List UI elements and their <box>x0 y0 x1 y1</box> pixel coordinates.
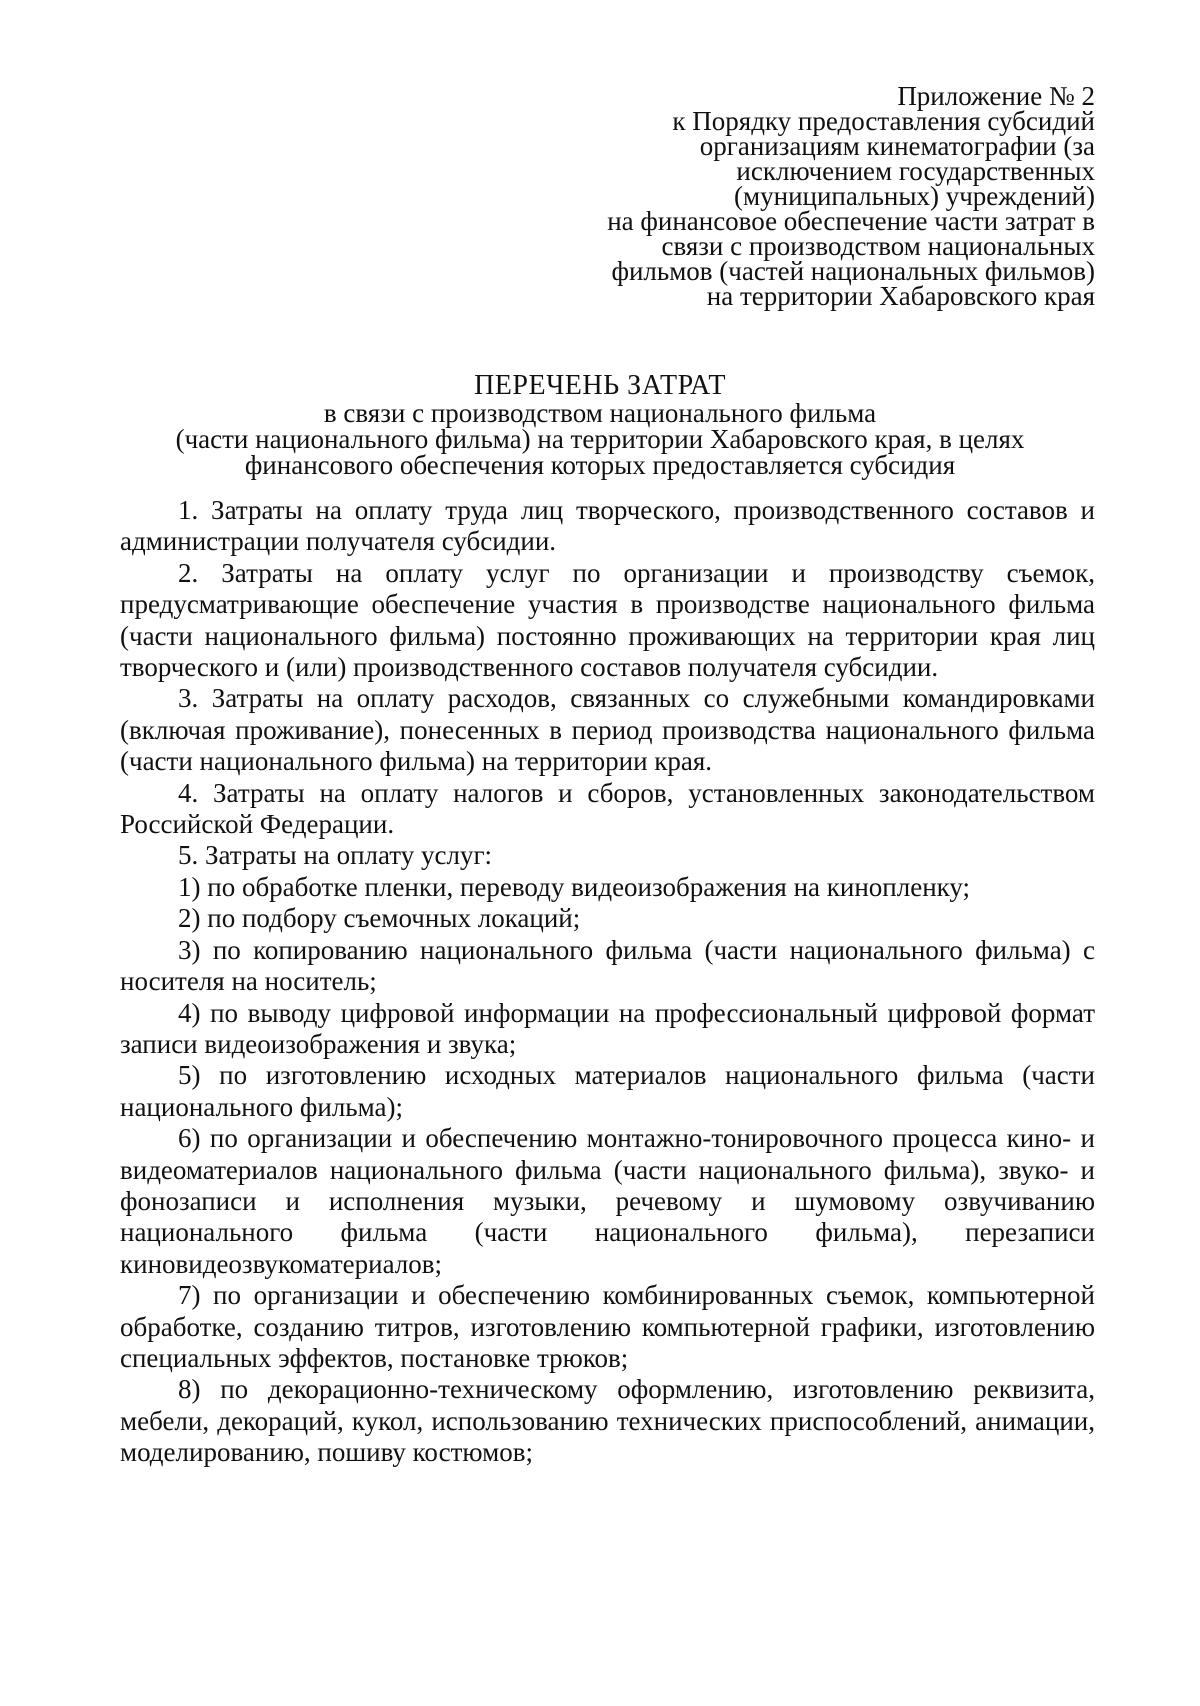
annex-line: фильмов (частей национальных фильмов) <box>611 256 1095 286</box>
subitem-8: 8) по декорационно-техническому оформлению, изготовлению реквизита, мебели, декораций, кукол, использованию технических приспособлений, анимации, моделированию, пошиву костюмов; <box>120 1374 1095 1468</box>
annex-line: (муниципальных) учреждений) <box>734 181 1095 211</box>
subitem-3: 3) по копированию национального фильма (части национального фильма) с носителя на носитель; <box>120 934 1095 997</box>
document-title <box>120 372 1080 478</box>
subitem-7: 7) по организации и обеспечению комбинированных съемок, компьютерной обработке, созданию титров, изготовлению компьютерной графики, изготовлению специальных эффектов, постановке трюков; <box>120 1280 1095 1373</box>
subitem-6: 6) по организации и обеспечению монтажно-тонировочного процесса кино- и видеоматериалов национального фильма (части национального фильма), звуко- и фонозаписи и исполнения музыки, речевому и шумовому озвучиванию национального фильма (части национального фильма), перезаписи киновидеозвукоматериалов; <box>120 1123 1095 1279</box>
title-subtitle-line: в связи с производством национального фильма <box>323 398 877 428</box>
annex-line: на финансовое обеспечение части затрат в <box>607 206 1095 236</box>
subitem-5: 5) по изготовлению исходных материалов национального фильма (части национального фильма); <box>120 1060 1095 1122</box>
title-heading: ПЕРЕЧЕНЬ ЗАТРАТ <box>474 370 726 401</box>
annex-line: организациям кинематографии (за <box>699 131 1095 161</box>
document-body <box>120 495 1095 1469</box>
paragraph-item-1: 1. Затраты на оплату труда лиц творческого, производственного составов и администрации получателя субсидии. <box>120 495 1095 557</box>
subitem-2: 2) по подбору съемочных локаций; <box>178 903 581 934</box>
title-subtitle-line: (части национального фильма) на территории Хабаровского края, в целях <box>175 424 1025 454</box>
paragraph-item-2: 2. Затраты на оплату услуг по организации и производству съемок, предусматривающие обеспечение участия в производстве национального фильма (части национального фильма) постоянно проживающих на территории края лиц творческого и (или) производственного составов получателя субсидии. <box>120 557 1095 683</box>
subitem-1: 1) по обработке пленки, переводу видеоизображения на кинопленку; <box>178 871 971 902</box>
annex-line: к Порядку предоставления субсидий <box>672 106 1095 136</box>
annex-line: исключением государственных <box>736 156 1095 186</box>
paragraph-item-5: 5. Затраты на оплату услуг: <box>178 840 493 871</box>
paragraph-item-4: 4. Затраты на оплату налогов и сборов, установленных законодательством Российской Федерации. <box>120 777 1095 840</box>
annex-line: связи с производством национальных <box>661 231 1095 261</box>
annex-line: на территории Хабаровского края <box>706 281 1095 311</box>
title-subtitle-line: финансового обеспечения которых предоставляется субсидия <box>244 450 956 480</box>
annex-line: Приложение № 2 <box>897 81 1095 111</box>
subitem-4: 4) по выводу цифровой информации на профессиональный цифровой формат записи видеоизображения и звука; <box>120 997 1095 1059</box>
paragraph-item-3: 3. Затраты на оплату расходов, связанных со служебными командировками (включая проживание), понесенных в период производства национального фильма (части национального фильма) на территории края. <box>120 683 1095 777</box>
annex-header <box>607 81 1095 311</box>
